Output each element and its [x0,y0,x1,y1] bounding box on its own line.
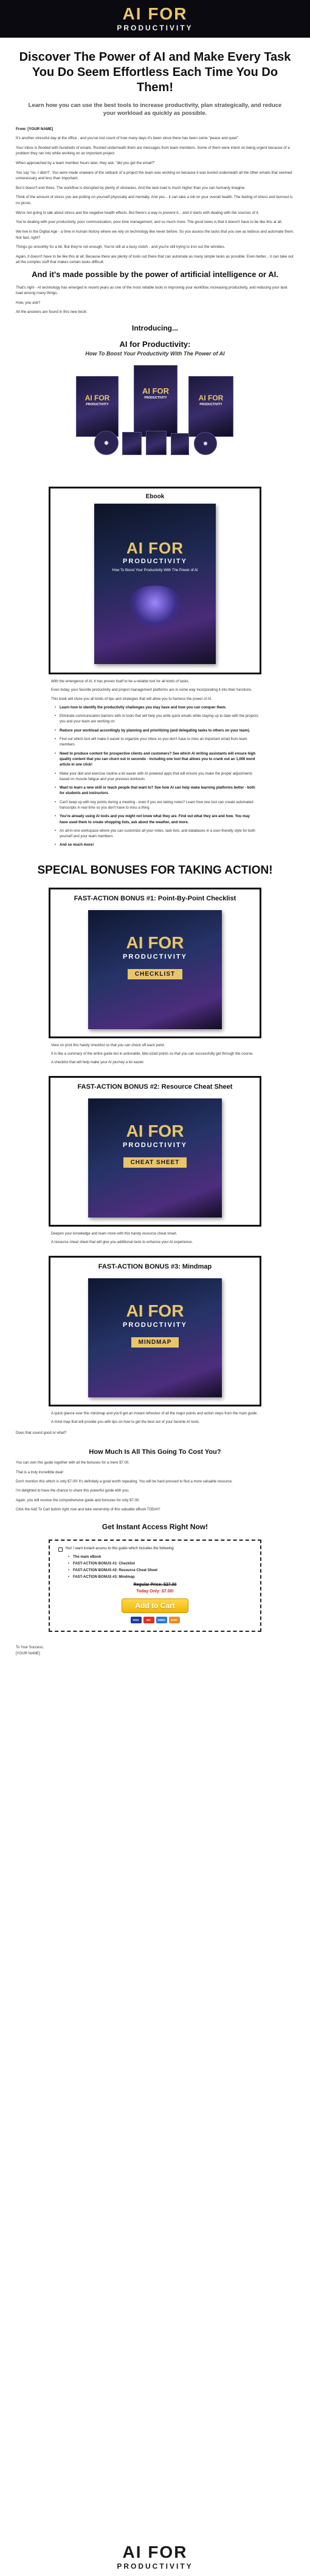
access-headline: Get Instant Access Right Now! [102,1523,208,1532]
bonus-cover-title: AI FOR [126,933,184,952]
hero-subhead: Learn how you can use the best tools to increase productivity, plan strategically, and reduce your workload as quickly as possible. [28,102,282,117]
intro-label: Introducing... [132,323,178,332]
bonus-cover-title: AI FOR [126,1122,184,1140]
bullet-bold: Learn how to identify the productivity challenges you may have and how you can conquer them. [60,705,227,710]
bonus-cover-subtitle: PRODUCTIVITY [123,1142,187,1149]
bundle-box-left [76,376,119,437]
letter-paragraph: You're dealing with your productivity, poor communication, poor time management, and so much more. The good news is that it doesn't have to be like this at all. [16,220,283,225]
list-item [68,1562,252,1566]
sales-letter-continued [16,285,294,315]
ebook-cover-line: How To Boost Your Productivity With The Power of AI [112,568,198,572]
bonus-closing-line: Does that sound good or what? [16,1431,67,1436]
ebook-description [49,679,261,849]
bonus-paragraph: A quick glance over this mindmap and you'll get an instant refresher of all the major points and action steps from the main guide. [51,1411,258,1416]
product-bundle-image [64,365,246,456]
mastercard-icon: MC [143,1617,154,1623]
price-text [16,1461,294,1513]
bonus-cover-subtitle: PRODUCTIVITY [123,953,187,961]
bullet-bold: Reduce your workload accordingly by planning and prioritizing (and delegating tasks to others on your team). [60,728,250,733]
letter-paragraph: You say "no, I didn't". You were made unaware of the setback of a project the team was working on because it was buried underneath all the other emails that seemed unnecessary and less than important. [16,170,292,181]
bundle-small-box [146,431,167,455]
bullet-text: Eliminate communication barriers with AI tools that will help you write quick emails while staying up to date with the projects you and your team are working on [60,714,258,724]
letter-paragraph: When approached by a team member hours later, they ask: "did you get the email?" [16,161,156,166]
letter-paragraph: That's right - AI technology has emerged in recent years as one of the most reliable tools in improving your workflow, increasing productivity, and reducing your task load among many things. [16,285,288,296]
add-to-cart-button[interactable]: Add to Cart [122,1598,188,1613]
bundle-disc-icon [94,431,119,455]
footer-logo-subtitle: PRODUCTIVITY [117,2562,193,2571]
bonus-paragraph: It is like a summary of the entire guide but in actionable, bite-sized points so that you can successfully get through the course. [51,1052,253,1057]
price-paragraph: Again, you will receive the comprehensive guide and bonuses for only $7.00. [16,1498,140,1502]
discover-icon: DISC [169,1617,180,1623]
bonus-paragraph: A mind map that will provide you with tips on how to get the best out of your favorite AI tools. [51,1420,200,1425]
letter-from: From: [YOUR NAME] [16,126,53,131]
order-item-label: FAST-ACTION BONUS #2: Resource Cheat Sheet [73,1569,158,1573]
letter-paragraph: Think of the amount of stress you are putting on yourself physically and mentally. And yes... it can take a toll on your overall health. The feeling of stress and burnout is no picnic. [16,195,293,206]
bonus-cover-subtitle: PRODUCTIVITY [123,1321,187,1329]
ebook-intro-paragraph: With the emergence of AI, it has proven itself to be a reliable tool for all kinds of tasks. [51,679,190,683]
ebook-card [49,487,261,674]
order-item-label: The main eBook [73,1555,102,1560]
bundle-box-center [134,365,177,437]
price-paragraph: That is a truly incredible deal! [16,1470,64,1475]
list-item [55,728,259,734]
ebook-cover-subtitle: PRODUCTIVITY [123,557,187,565]
bonus-cover-image [88,1278,222,1397]
order-confirm-checkbox[interactable] [58,1547,252,1552]
ebook-intro-paragraph: Even today, your favorite productivity and project management platforms are in some way incorporating it into their functions. [51,688,252,693]
letter-paragraph: We live in the Digital Age - a time in human history where we rely on technology like never before. So you assess the tasks that you see as tedious and automate them. Not fast, right? [16,229,294,240]
bonus-description-3 [49,1411,261,1426]
letter-paragraph: We're not going to talk about stress and the negative health effects. But there's a way to prevent it... and it starts with dealing with the sources of it. [16,210,260,215]
letter-paragraph: All the answers are found in this new book: [16,310,88,315]
letter-paragraph: How, you ask? [16,300,41,305]
list-item [68,1555,252,1559]
bonus-title: FAST-ACTION BONUS #2: Resource Cheat Sheet [77,1083,233,1091]
bonus-description-2 [49,1231,261,1246]
list-item [68,1575,252,1579]
list-item [55,843,259,848]
list-item [55,829,259,840]
bonus-card-3 [49,1256,261,1406]
price-paragraph: You can own this guide together with all the bonuses for a mere $7.00. [16,1461,129,1465]
bundle-box-title: AI FOR [84,393,110,402]
list-item [55,737,259,748]
footer-logo-title: AI FOR [122,2543,188,2561]
bonus-paragraph: View on print this handy checklist so that you can check off each point. [51,1043,165,1047]
amex-icon: AMEX [156,1617,167,1623]
price-paragraph: Don't mention this which is only $7.00! It's definitely a good worth repeating. You will be hard pressed to find a more valuable resource. [16,1480,233,1484]
logo-title: AI FOR [122,4,188,23]
bullet-text: An all-in-one workspace where you can customize all your notes, task lists, and databases in a user-friendly style for both yourself and your team members [60,829,255,839]
bullet-text: Find out which tool will make it easier to organize your inbox so you don't have to miss an important email from team members [60,738,247,747]
bonus-cover-title: AI FOR [126,1301,184,1320]
bonus-description-1 [49,1043,261,1066]
bonus-title: FAST-ACTION BONUS #3: Mindmap [98,1262,212,1270]
bullet-bold: You're already using AI tools and you might not know what they are. Find out what they are and how. You may have used them to create shopping lists, ask about the weather, and more. [60,815,250,824]
list-item [55,772,259,783]
logo-subtitle: PRODUCTIVITY [117,24,193,32]
ebook-intro-paragraph: This book will show you all kinds of tips and strategies that will allow you to harness the power of AI. [51,697,212,701]
bundle-box-subtitle: PRODUCTIVITY [86,402,109,406]
visa-icon: VISA [131,1617,142,1623]
bonus-cover-tag: CHEAT SHEET [123,1157,187,1168]
list-item [68,1569,252,1572]
signoff-name: [YOUR NAME] [16,1651,40,1656]
bonuses-headline: SPECIAL BONUSES FOR TAKING ACTION! [37,863,273,877]
bonus-paragraph: Deepen your knowledge and learn more with this handy resource cheat sheet. [51,1232,177,1236]
letter-paragraph: Things go smoothly for a bit. But they're not enough. You're still at a busy clutch - and you're still trying to iron out the wrinkles. [16,245,226,250]
bonus-title: FAST-ACTION BONUS #1: Point-By-Point Checklist [74,894,236,902]
bonus-cover-tag: MINDMAP [131,1337,179,1348]
list-item [55,786,259,797]
regular-price-text: Regular Price: $27.00 [133,1583,177,1588]
bullet-bold: And so much more! [60,843,94,848]
letter-paragraph: It's another stressful day at the office , and you've lost count of how many days it's been since there has been some "peace and quiet". [16,136,239,141]
bundle-box-title: AI FOR [198,393,224,402]
ebook-card-title: Ebook [145,493,165,500]
bonus-cover-tag: CHECKLIST [128,969,182,979]
sales-letter [16,126,294,265]
price-paragraph: Click the Add To Cart button right now and take ownership of this valuable eBook TODAY! [16,1507,160,1512]
bonus-paragraph: A resource cheat sheet that will give you additional tools to enhance your AI experience. [51,1241,193,1245]
signoff-line: To Your Success, [16,1646,44,1650]
bundle-box-subtitle: PRODUCTIVITY [199,402,222,406]
list-item [55,752,259,769]
payment-cards [58,1617,252,1623]
today-price: Today Only: $7.00! [136,1589,174,1594]
list-item [55,800,259,812]
bonus-card-1 [49,888,261,1038]
bullet-bold: Want to learn a new skill or teach people that want to? See how AI can help make learning platforms better - both for students and instructors [60,786,255,796]
bundle-small-box [122,432,142,455]
ai-headline: And it's made possible by the power of artificial intelligence or AI. [32,269,278,279]
ebook-cover-title: AI FOR [126,538,184,557]
bullet-text: Make your diet and exercise routine a lot easier with AI powered apps that will ensure you make the proper adjustments based on muscle fatigue and your previous workouts [60,772,253,781]
ebook-bullet-list [51,705,259,849]
checkbox[interactable] [58,1547,63,1552]
price-paragraph: I'm delighted to have the chance to share this powerful guide with you. [16,1489,129,1493]
bonus-cover-image [88,910,222,1029]
bullet-bold: Need to produce content for prospective clients and customers? See which AI writing assistants will ensure high quality content that you can churn out in seconds - including one tool that allows you to crank out an 1,000 word article in one click! [60,752,256,767]
signoff [16,1645,294,1657]
header-banner [0,0,310,38]
list-item [55,714,259,725]
bonus-cover-image [88,1098,222,1218]
bundle-box-subtitle: PRODUCTIVITY [144,396,167,400]
order-items [68,1555,252,1579]
ebook-cover-image [94,504,216,664]
order-check-label: Yes! I want instant access to this guide which includes the following: [65,1547,175,1551]
letter-paragraph: Your inbox is flooded with hundreds of emails. Rushed underneath them are messages from team members. Some of them were intent on being urgent because of a problem they ran into while working on an important project. [16,145,290,156]
bonus-paragraph: A checklist that will help make your AI journey a lot easier. [51,1061,145,1065]
bonus-card-2 [49,1076,261,1227]
order-item-label: FAST-ACTION BONUS #1: Checklist [73,1562,136,1566]
product-intro [0,324,310,357]
product-name: AI for Productivity: [119,339,191,349]
brain-icon [128,586,182,628]
price-headline: How Much Is All This Going To Cost You? [89,1448,221,1456]
letter-paragraph: But it doesn't end there. The workflow is disrupted by plenty of obstacles. And the task load is much higher than you can humanly imagine. [16,185,246,190]
product-tagline: How To Boost Your Productivity With The Power of AI [85,350,225,357]
bundle-box-right [188,376,233,437]
list-item [55,814,259,826]
list-item [55,705,259,711]
footer-banner [0,2538,310,2576]
bundle-small-box [171,433,189,455]
bundle-disc-icon [194,432,217,455]
order-item-label: FAST-ACTION BONUS #3: Mindmap [73,1575,135,1580]
hero-headline: Discover The Power of AI and Make Every Task You Do Seem Effortless Each Time You Do Them! [19,50,291,94]
bundle-box-title: AI FOR [142,386,170,396]
letter-paragraph: Again, it doesn't have to be like this at all. Because there are plenty of tools out there that can automate as many simple tasks as possible. Even better... it can take out all the complex stuff that makes certain tasks difficult. [16,254,294,265]
regular-price [58,1583,252,1587]
order-box [49,1540,261,1632]
bullet-text: Can't keep up with key points during a meeting - even if you are taking notes? Learn how one tool can create automated transcripts in real time so you don't have to miss a thing [60,800,253,810]
